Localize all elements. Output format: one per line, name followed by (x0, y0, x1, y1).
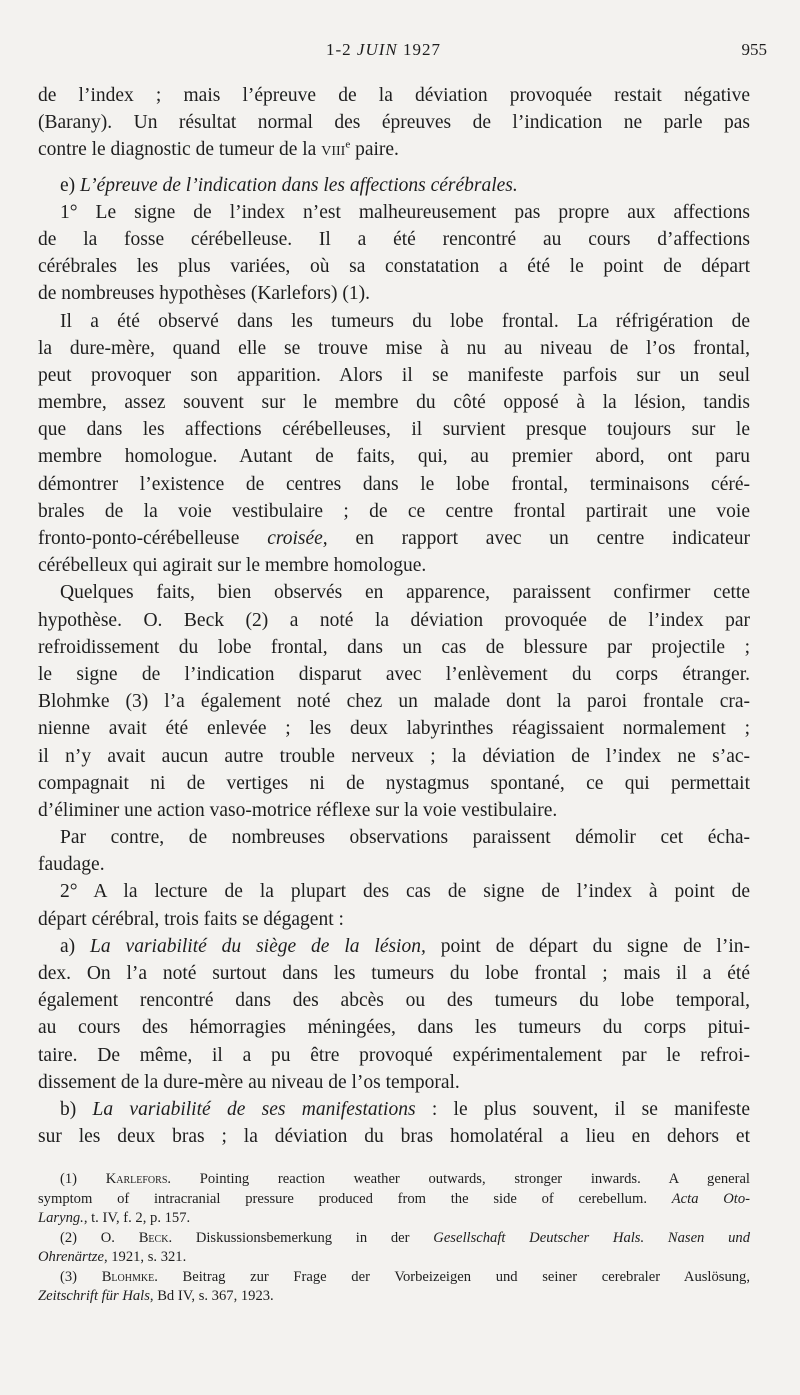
text-line: (Barany). Un résultat normal des épreuves de l’indication ne parle pas (38, 112, 750, 134)
running-header (0, 40, 800, 66)
text-line: cérébelleux qui agirait sur le membre homologue. (38, 555, 427, 577)
text-line: Par contre, de nombreuses observations paraissent démolir cet écha- (60, 827, 750, 849)
text-line: le signe de l’indication disparut avec l’enlèvement du corps étranger. (38, 663, 750, 685)
footnotes (38, 1170, 750, 1307)
text-line: Quelques faits, bien observés en apparence, paraissent confirmer cette (60, 582, 750, 604)
text-line: de l’index ; mais l’épreuve de la déviation provoquée restait négative (38, 85, 750, 106)
text-line: contre le diagnostic de tumeur de la viii$^e$ paire. (38, 138, 399, 161)
text-line: brales de la voie vestibulaire ; de ce centre frontal partirait une voie (38, 500, 750, 522)
section-heading: e) L’épreuve de l’indication dans les affections cérébrales. (60, 174, 518, 196)
footnote-line: symptom of intracranial pressure produced from the side of cerebellum. Acta Oto- (38, 1190, 750, 1207)
text-line: membre homologue. Autant de faits, qui, au premier abord, ont paru (38, 446, 750, 468)
footnote-1: (1) Karlefors. Pointing reaction weather outwards, stronger inwards. A general (60, 1171, 750, 1187)
page-number: 955 (741, 40, 767, 59)
header-date-prefix: 1-2 (326, 40, 352, 59)
text-line: fronto-ponto-cérébelleuse croisée, en rapport avec un centre indicateur (38, 528, 750, 549)
text-line: peut provoquer son apparition. Alors il se manifeste parfois sur un seul (38, 364, 750, 386)
roman-numeral: viii (321, 139, 346, 161)
text-line: au cours des hémorragies méningées, dans les tumeurs du corps pitui- (38, 1017, 750, 1039)
text-line: Blohmke (3) l’a également noté chez un malade dont la paroi frontale cra- (38, 691, 750, 713)
text-line: nienne avait été enlevée ; les deux labyrinthes réagissaient normalement ; (38, 718, 750, 740)
text-line: Il a été observé dans les tumeurs du lobe frontal. La réfrigération de (60, 310, 750, 332)
footnote-3: (3) Blohmke. Beitrag zur Frage der Vorbeizeigen und seiner cerebraler Auslösung, (60, 1268, 751, 1285)
text-line: taire. De même, il a pu être provoqué expérimentalement par le refroi- (38, 1044, 750, 1066)
header-date-month: JUIN (356, 40, 398, 59)
text-line: sur les deux bras ; la déviation du bras homolatéral a lieu en dehors et (38, 1126, 750, 1148)
header-date (326, 40, 441, 60)
text-line: également rencontré dans des abcès ou des tumeurs du lobe temporal, (38, 990, 750, 1012)
text-line: refroidissement du lobe frontal, dans un cas de blessure par projectile ; (38, 636, 750, 658)
header-date-year: 1927 (403, 40, 441, 59)
text-line: de nombreuses hypothèses (Karlefors) (1). (38, 283, 370, 305)
text-line: dex. On l’a noté surtout dans les tumeurs du lobe frontal ; mais il a été (38, 963, 750, 984)
text-line: faudage. (38, 854, 105, 876)
text-line: démontrer l’existence de centres dans le lobe frontal, terminaisons céré- (38, 473, 750, 495)
text-line: la dure-mère, quand elle se trouve mise à nu au niveau de l’os frontal, (38, 337, 750, 359)
body-text (38, 82, 750, 1150)
spacer (38, 164, 750, 172)
text-line: 2° A la lecture de la plupart des cas de signe de l’index à point de (60, 881, 750, 903)
text-line: a) La variabilité du siège de la lésion, point de départ du signe de l’in- (60, 935, 750, 957)
text-line: il n’y avait aucun autre trouble nerveux ; la déviation de l’index ne s’ac- (38, 745, 750, 767)
text-line: de la fosse cérébelleuse. Il a été rencontré au cours d’affections (38, 228, 750, 250)
text-line: membre, assez souvent sur le membre du côté opposé à la lésion, tandis (38, 392, 750, 414)
text-line: compagnait ni de vertiges ni de nystagmus spontané, ce qui permettait (38, 772, 750, 794)
text-line: que dans les affections cérébelleuses, il survient presque toujours sur le (38, 419, 750, 441)
text-line: dissement de la dure-mère au niveau de l’os temporal. (38, 1071, 460, 1093)
text-line: hypothèse. O. Beck (2) a noté la déviation provoquée de l’index par (38, 609, 750, 631)
text-line: 1° Le signe de l’index n’est malheureusement pas propre aux affections (60, 201, 750, 223)
text-line: cérébrales les plus variées, où sa constatation a été le point de départ (38, 256, 750, 278)
text-line: d’éliminer une action vaso-motrice réflexe sur la voie vestibulaire. (38, 799, 558, 821)
footnote-2: (2) O. Beck. Diskussionsbemerkung in der Gesellschaft Deutscher Hals. Nasen und (60, 1229, 750, 1246)
footnote-line: Ohrenärtze, 1921, s. 321. (38, 1249, 187, 1265)
text-line: départ cérébral, trois faits se dégagent : (38, 908, 344, 930)
superscript: e (345, 138, 351, 151)
footnote-line: Laryng., t. IV, f. 2, p. 157. (38, 1210, 191, 1226)
text-line: b) La variabilité de ses manifestations : le plus souvent, il se manifeste (60, 1098, 751, 1120)
footnote-line: Zeitschrift für Hals, Bd IV, s. 367, 1923. (38, 1288, 274, 1304)
